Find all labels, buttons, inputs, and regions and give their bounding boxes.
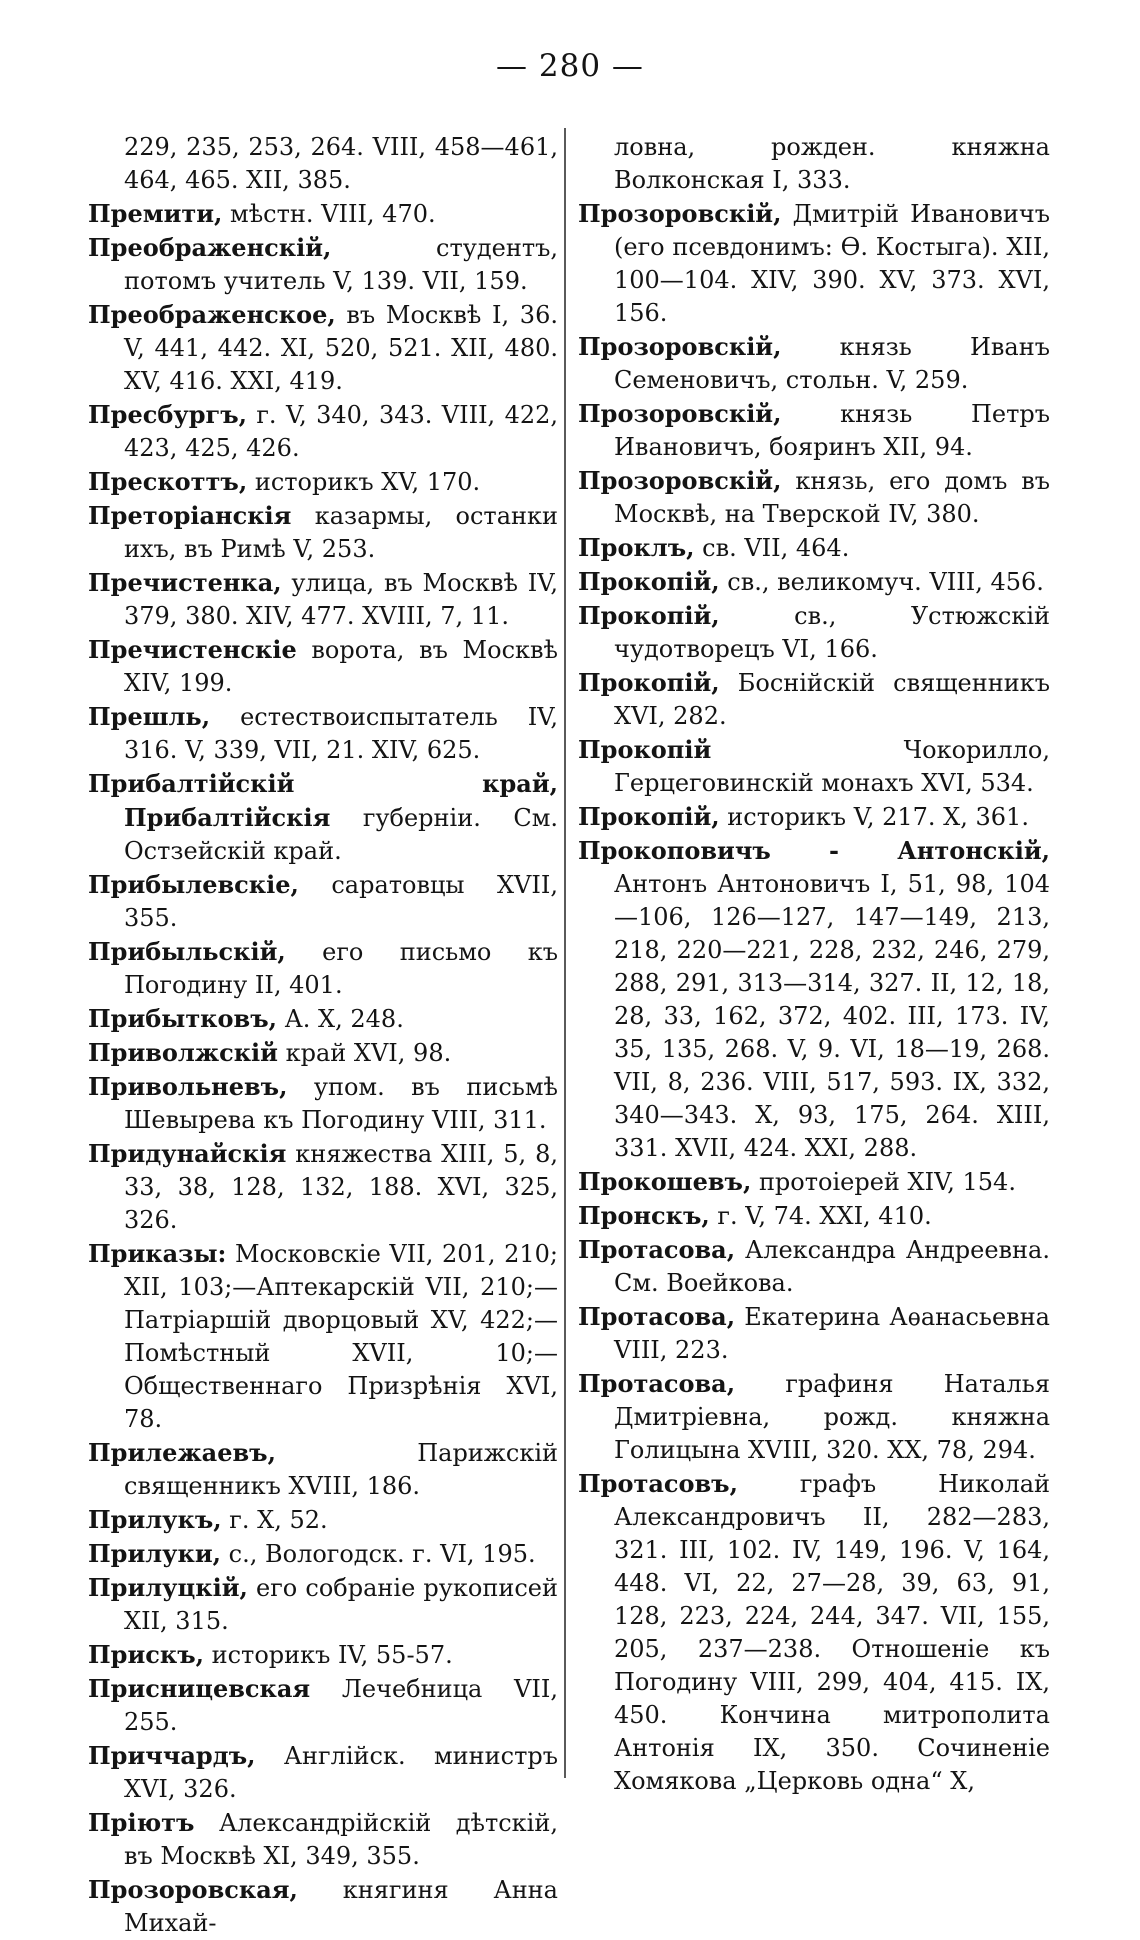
index-entry: Проклъ, св. VII, 464.	[578, 533, 850, 562]
index-entry: Прилуки, с., Вологодск. г. VI, 195.	[88, 1539, 536, 1568]
index-entry: Прибытковъ, А. X, 248.	[88, 1004, 404, 1033]
index-entry: Прискъ, историкъ IV, 55-57.	[88, 1640, 453, 1669]
index-entry: Придунайскія княжества XIII, 5, 8, 33, 38, 128, 132, 188. XVI, 325, 326.	[88, 1139, 558, 1234]
index-entry: Прескоттъ, историкъ XV, 170.	[88, 467, 481, 496]
index-entry: Прокопій, историкъ V, 217. X, 361.	[578, 802, 1029, 831]
index-entry: Приказы: Московскіе VII, 201, 210; XII, 103;—Аптекарскій VII, 210;—Патріаршій дворцовый XV, 422;—Помѣстный XVII, 10;—Общественнаго Призрѣнія XVI, 78.	[88, 1239, 558, 1433]
index-entry: Прозоровскій, Дмитрій Ивановичъ (его псевдонимъ: Ѳ. Костыга). XII, 100—104. XIV, 390. XV, 373. XVI, 156.	[578, 199, 1050, 327]
index-entry: Прозоровская, княгиня Анна Михай-	[88, 1875, 558, 1937]
index-entry: Премити, мѣстн. VIII, 470.	[88, 199, 436, 228]
index-entry: Прибылевскіе, саратовцы XVII, 355.	[88, 870, 558, 932]
index-entry: Прокопій Чокорилло, Герцеговинскій монахъ XVI, 534.	[578, 735, 1050, 797]
index-entry: Прилукъ, г. X, 52.	[88, 1505, 328, 1534]
index-entry: Привольневъ, упом. въ письмѣ Шевырева къ Погодину VIII, 311.	[88, 1072, 558, 1134]
right-column	[578, 130, 1050, 1798]
index-entry: Прибалтійскій край, Прибалтійскія губерніи. См. Остзейскій край.	[88, 769, 558, 865]
left-column	[88, 130, 558, 1940]
index-entry: Присницевская Лечебница VII, 255.	[88, 1674, 558, 1736]
index-entry: Преображенское, въ Москвѣ I, 36. V, 441, 442. XI, 520, 521. XII, 480. XV, 416. XXI, 419.	[88, 300, 558, 395]
index-entry: Преображенскій, студентъ, потомъ учитель V, 139. VII, 159.	[88, 233, 558, 295]
index-entry: Пречистенскіе ворота, въ Москвѣ XIV, 199.	[88, 635, 558, 697]
index-entry: Прокопій, Боснійскій священникъ XVI, 282.	[578, 668, 1050, 730]
index-entry: Прозоровскій, князь Иванъ Семеновичъ, стольн. V, 259.	[578, 332, 1050, 394]
column-divider	[564, 128, 566, 1778]
index-entry: Прозоровскій, князь Петръ Ивановичъ, бояринъ XII, 94.	[578, 399, 1050, 461]
index-entry: Протасова, Александра Андреевна. См. Воейкова.	[578, 1235, 1050, 1297]
index-entry: Прокоповичъ - Антонскій, Антонъ Антоновичъ I, 51, 98, 104—106, 126—127, 147—149, 213, 218, 220—221, 228, 232, 246, 279, 288, 291, 313—314, 327. II, 12, 18, 28, 33, 162, 372, 402. III, 173. IV, 35, 135, 268. V, 9. VI, 18—19, 268. VII, 8, 236. VIII, 517, 593. IX, 332, 340—343. X, 93, 175, 264. XIII, 331. XVII, 424. XXI, 288.	[578, 836, 1050, 1162]
index-entry: Прокопій, св., Устюжскій чудотворецъ VI, 166.	[578, 601, 1050, 663]
index-entry: ловна, рожден. княжна Волконская I, 333.	[614, 133, 1050, 194]
index-entry: Прилуцкій, его собраніе рукописей XII, 315.	[88, 1573, 558, 1635]
index-entry: Прибыльскій, его письмо къ Погодину II, 401.	[88, 937, 558, 999]
index-entry: Протасова, графиня Наталья Дмитріевна, рожд. княжна Голицына XVIII, 320. XX, 78, 294.	[578, 1369, 1050, 1464]
index-entry: Приччардъ, Англійск. министръ XVI, 326.	[88, 1741, 558, 1803]
page-number: — 280 —	[496, 48, 644, 84]
index-entry: Преторіанскія казармы, останки ихъ, въ Римѣ V, 253.	[88, 501, 558, 563]
index-entry: Пречистенка, улица, въ Москвѣ IV, 379, 380. XIV, 477. XVIII, 7, 11.	[88, 568, 558, 630]
index-entry: Пронскъ, г. V, 74. XXI, 410.	[578, 1201, 932, 1230]
index-entry: 229, 235, 253, 264. VIII, 458—461, 464, 465. XII, 385.	[124, 133, 558, 194]
index-entry: Прокопій, св., великомуч. VIII, 456.	[578, 567, 1044, 596]
index-entry: Прокошевъ, протоіерей XIV, 154.	[578, 1167, 1016, 1196]
index-entry: Протасовъ, графъ Николай Александровичъ II, 282—283, 321. III, 102. IV, 149, 196. V, 164, 448. VI, 22, 27—28, 39, 63, 91, 128, 223, 224, 244, 347. VII, 155, 205, 237—238. Отношеніе къ Погодину VIII, 299, 404, 415. IX, 450. Кончина митрополита Антонія IX, 350. Сочиненіе Хомякова „Церковь одна“ X,	[578, 1469, 1050, 1795]
index-entry: Пресбургъ, г. V, 340, 343. VIII, 422, 423, 425, 426.	[88, 400, 559, 462]
index-entry: Пріютъ Александрійскій дѣтскій, въ Москвѣ XI, 349, 355.	[88, 1808, 558, 1870]
index-entry: Приволжскій край XVI, 98.	[88, 1038, 452, 1067]
index-entry: Прозоровскій, князь, его домъ въ Москвѣ, на Тверской IV, 380.	[578, 466, 1050, 528]
index-entry: Прешль, естествоиспытатель IV, 316. V, 339, VII, 21. XIV, 625.	[88, 702, 558, 764]
index-entry: Протасова, Екатерина Аѳанасьевна VIII, 223.	[578, 1302, 1050, 1364]
index-entry: Прилежаевъ, Парижскій священникъ XVIII, 186.	[88, 1438, 558, 1500]
